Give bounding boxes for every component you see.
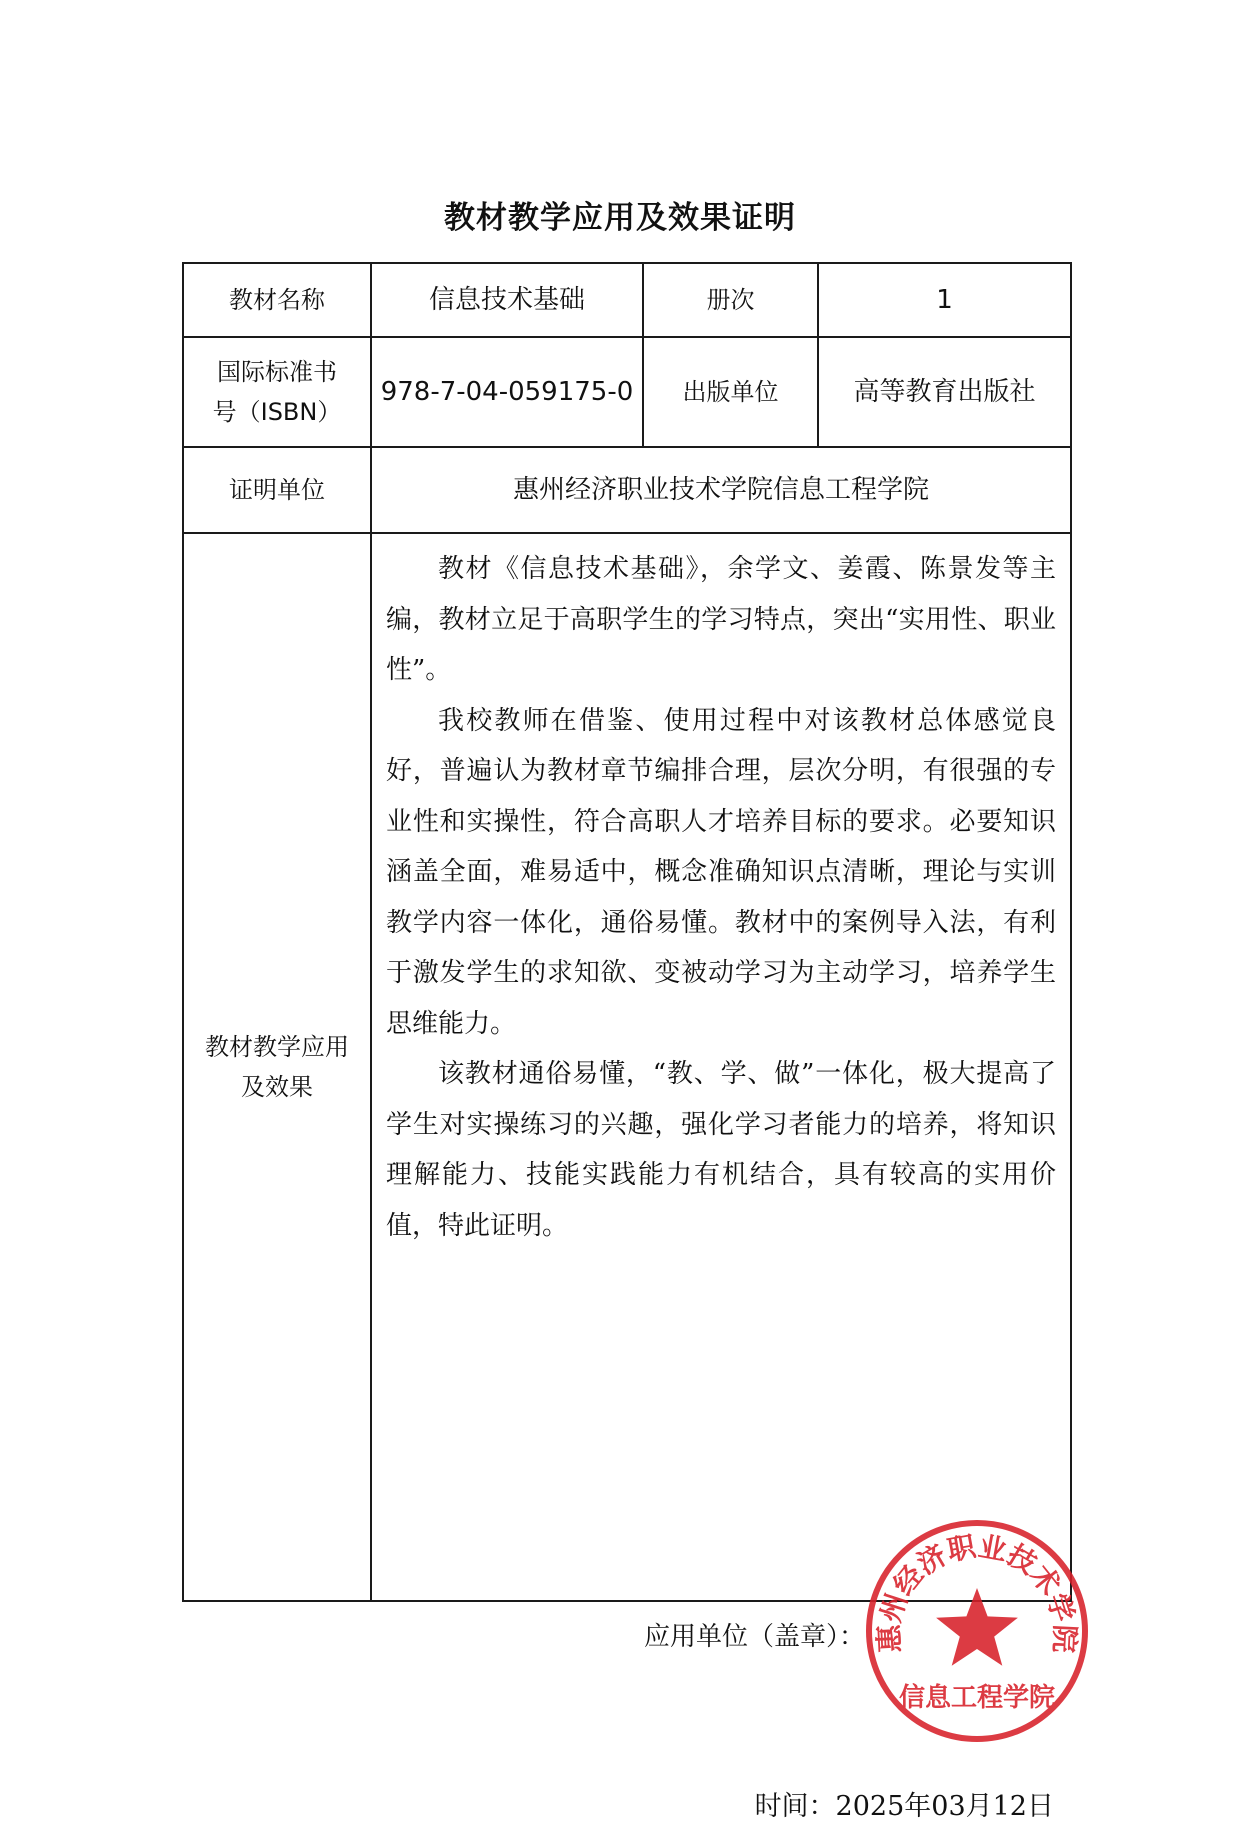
official-seal-stamp <box>862 1516 1092 1746</box>
effect-label-line2: 及效果 <box>241 1073 313 1101</box>
effect-paragraph-2: 我校教师在借鉴、使用过程中对该教材总体感觉良好，普遍认为教材章节编排合理，层次分明，有很强的专业性和实操性，符合高职人才培养目标的要求。必要知识涵盖全面，难易适中，概念准确知识点清晰，理论与实训教学内容一体化，通俗易懂。教材中的案例导入法，有利于激发学生的求知欲、变被动学习为主动学习，培养学生思维能力。 <box>386 705 1056 1039</box>
certificate-form-table <box>182 262 1082 1822</box>
certifier-value: 惠州经济职业技术学院信息工程学院 <box>371 447 1071 533</box>
effect-label-line1: 教材教学应用 <box>205 1033 349 1061</box>
row-certifier <box>183 447 1071 533</box>
seal-label: 应用单位（盖章）： <box>644 1622 866 1652</box>
textbook-name-label: 教材名称 <box>183 263 371 337</box>
isbn-value: 978-7-04-059175-0 <box>371 337 643 447</box>
effect-content <box>371 533 1082 1822</box>
effect-label <box>183 533 371 1601</box>
certificate-date: 时间：2025年03月12日 <box>754 1791 1054 1822</box>
document-title: 教材教学应用及效果证明 <box>444 200 796 236</box>
row-textbook-name <box>183 263 1071 337</box>
isbn-label-line2: 号（ISBN） <box>212 398 342 426</box>
isbn-label <box>183 337 371 447</box>
effect-paragraph-1: 教材《信息技术基础》，余学文、姜霞、陈景发等主编，教材立足于高职学生的学习特点，突出“实用性、职业性”。 <box>386 554 1056 685</box>
volume-value: 1 <box>818 263 1071 337</box>
effect-paragraph-3: 该教材通俗易懂，“教、学、做”一体化，极大提高了学生对实操练习的兴趣，强化学习者能力的培养，将知识理解能力、技能实践能力有机结合，具有较高的实用价值，特此证明。 <box>386 1059 1056 1241</box>
isbn-label-line1: 国际标准书 <box>217 358 337 386</box>
volume-label: 册次 <box>643 263 818 337</box>
certifier-label: 证明单位 <box>183 447 371 533</box>
effect-text <box>372 534 1070 1251</box>
textbook-name-value: 信息技术基础 <box>371 263 643 337</box>
seal-outer-text: 惠州经济职业技术学院 <box>872 1529 1082 1654</box>
seal-star-icon <box>936 1588 1018 1666</box>
row-isbn <box>183 337 1071 447</box>
seal-inner-text: 信息工程学院 <box>898 1683 1056 1713</box>
row-effect <box>183 533 1071 1601</box>
publisher-label: 出版单位 <box>643 337 818 447</box>
publisher-value: 高等教育出版社 <box>818 337 1071 447</box>
